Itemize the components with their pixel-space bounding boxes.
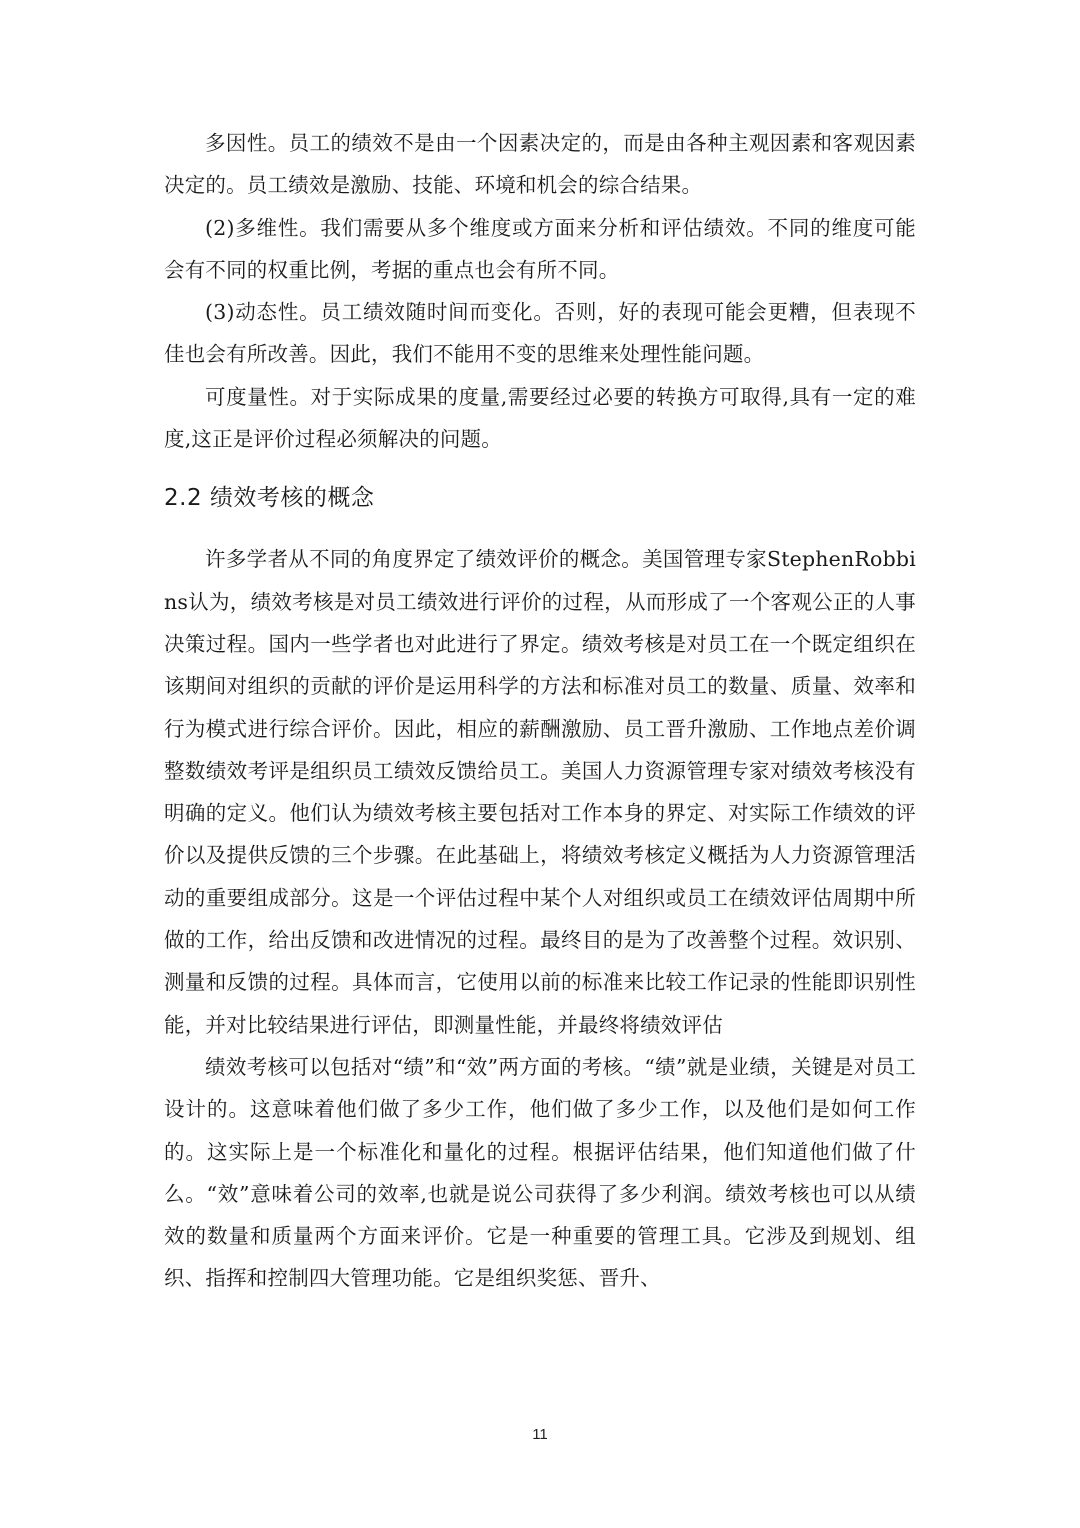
section-heading: 2.2 绩效考核的概念 [164, 485, 375, 512]
paragraph-measurability: 可度量性。对于实际成果的度量,需要经过必要的转换方可取得,具有一定的难度,这正是评价过程必须解决的问题。 [164, 384, 916, 452]
paragraph-multi-causality: 多因性。员工的绩效不是由一个因素决定的，而是由各种主观因素和客观因素决定的。员工绩效是激励、技能、环境和机会的综合结果。 [164, 131, 916, 198]
paragraph-dynamic: (3)动态性。员工绩效随时间而变化。否则，好的表现可能会更糟，但表现不佳也会有所改善。因此，我们不能用不变的思维来处理性能问题。 [164, 300, 916, 367]
paragraph-performance-and-effect: 绩效考核可以包括对“绩”和“效”两方面的考核。“绩”就是业绩，关键是对员工设计的。这意味着他们做了多少工作，他们做了多少工作，以及他们是如何工作的。这实际上是一个标准化和量化的过程。根据评估结果，他们知道他们做了什么。“效”意味着公司的效率,也就是说公司获得了多少利润。绩效考核也可以从绩效的数量和质量两个方面来评价。它是一种重要的管理工具。它涉及到规划、组织、指挥和控制四大管理功能。它是组织奖惩、晋升、 [164, 1054, 916, 1291]
page-content [164, 122, 916, 1300]
paragraph-multi-dimensionality: (2)多维性。我们需要从多个维度或方面来分析和评估绩效。不同的维度可能会有不同的权重比例，考据的重点也会有所不同。 [164, 215, 916, 282]
paragraph-concept-definition: 许多学者从不同的角度界定了绩效评价的概念。美国管理专家StephenRobbins认为，绩效考核是对员工绩效进行评价的过程，从而形成了一个客观公正的人事决策过程。国内一些学者也对此进行了界定。绩效考核是对员工在一个既定组织在该期间对组织的贡献的评价是运用科学的方法和标准对员工的数量、质量、效率和行为模式进行综合评价。因此，相应的薪酬激励、员工晋升激励、工作地点差价调整数绩效考评是组织员工绩效反馈给员工。美国人力资源管理专家对绩效考核没有明确的定义。他们认为绩效考核主要包括对工作本身的界定、对实际工作绩效的评价以及提供反馈的三个步骤。在此基础上，将绩效考核定义概括为人力资源管理活动的重要组成部分。这是一个评估过程中某个人对组织或员工在绩效评估周期中所做的工作，给出反馈和改进情况的过程。最终目的是为了改善整个过程。效识别、测量和反馈的过程。具体而言，它使用以前的标准来比较工作记录的性能即识别性能，并对比较结果进行评估，即测量性能，并最终将绩效评估 [164, 547, 916, 1037]
page-number: 11 [532, 1426, 548, 1443]
